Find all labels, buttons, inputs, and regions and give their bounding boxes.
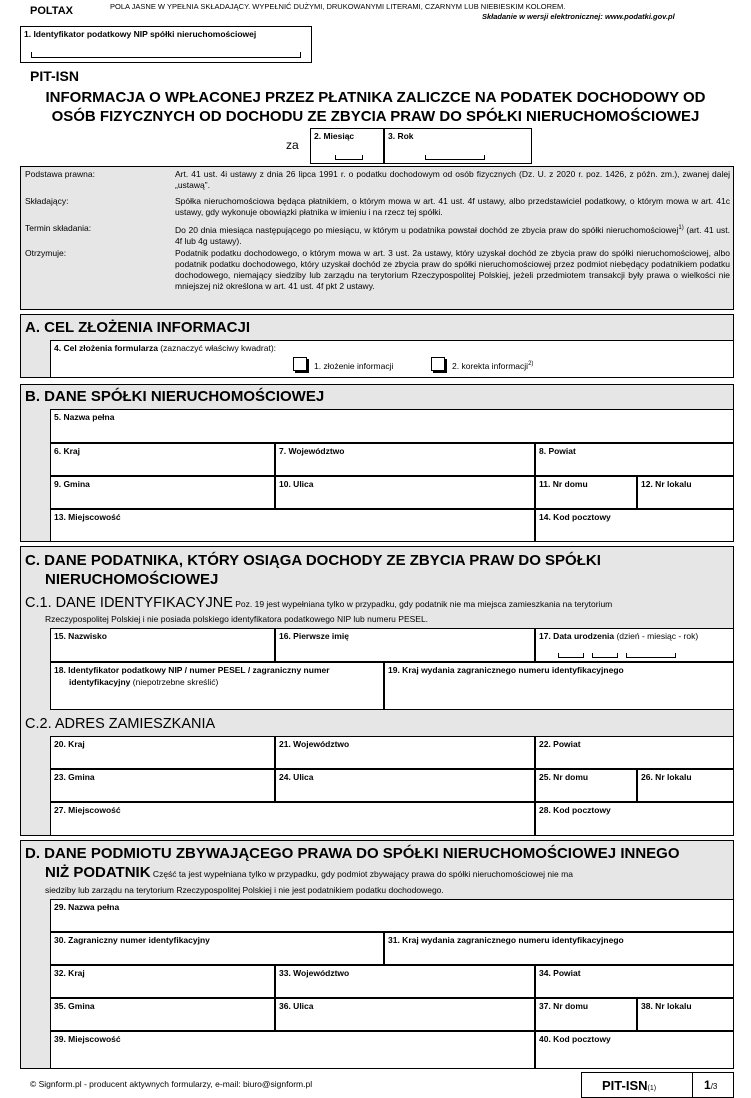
nip-comb	[31, 52, 301, 58]
purpose-field: 4. Cel złożenia formularza (zaznaczyć właściwy kwadrat):	[50, 340, 734, 378]
nip-field[interactable]	[20, 26, 312, 63]
footer-credit: © Signform.pl - producent aktywnych formularzy, e-mail: biuro@signform.pl	[30, 1079, 313, 1089]
taxpayer-street-field[interactable]: 24. Ulica	[275, 769, 535, 802]
company-postcode-field[interactable]: 14. Kod pocztowy	[535, 509, 734, 542]
section-c-title-line2: NIERUCHOMOŚCIOWEJ	[45, 571, 219, 588]
company-house-no-field[interactable]: 11. Nr domu	[535, 476, 637, 509]
year-field[interactable]: 3. Rok	[384, 128, 532, 164]
taxpayer-country-field[interactable]: 20. Kraj	[50, 736, 275, 769]
form-title-line2: OSÓB FIZYCZNYCH OD DOCHODU ZE ZBYCIA PRAW DO SPÓŁKI NIERUCHOMOŚCIOWEJ	[51, 108, 700, 125]
deadline: Do 20 dnia miesiąca następującego po miesiącu, w którym u podatnika powstał dochód ze zbycia praw do spółki nieruchomościowej$^{1)}$ (art. 41 ust. 4f lub 4g ustawy).	[175, 224, 730, 246]
seller-foreign-id-field[interactable]: 30. Zagraniczny numer identyfikacyjny	[50, 932, 384, 965]
taxpayer-flat-no-field[interactable]: 26. Nr lokalu	[637, 769, 734, 802]
form-title-line1: INFORMACJA O WPŁACONEJ PRZEZ PŁATNIKA ZALICZCE NA PODATEK DOCHODOWY OD	[45, 89, 706, 106]
section-d-title-line1: D. DANE PODMIOTU ZBYWAJĄCEGO PRAWA DO SPÓŁKI NIERUCHOMOŚCIOWEJ INNEGO	[25, 845, 680, 862]
company-city-field[interactable]: 13. Miejscowość	[50, 509, 535, 542]
seller-house-no-field[interactable]: 37. Nr domu	[535, 998, 637, 1031]
taxpayer-house-no-field[interactable]: 25. Nr domu	[535, 769, 637, 802]
section-d-title-line2: NIŻ PODATNIK Część ta jest wypełniana tylko w przypadku, gdy podmiot zbywający prawa do spółki nieruchomościowej nie ma	[45, 864, 573, 881]
taxpayer-postcode-field[interactable]: 28. Kod pocztowy	[535, 802, 734, 836]
taxpayer-first-name-field[interactable]: 16. Pierwsze imię	[275, 628, 535, 662]
seller-county-field[interactable]: 34. Powiat	[535, 965, 734, 998]
seller-municipality-field[interactable]: 35. Gmina	[50, 998, 275, 1031]
company-voivodeship-field[interactable]: 7. Województwo	[275, 443, 535, 476]
electronic-filing-note: Składanie w wersji elektronicznej: www.podatki.gov.pl	[482, 12, 675, 21]
filer: Spółka nieruchomościowa będąca płatnikiem, o którym mowa w art. 41 ust. 4f ustawy, albo przedstawiciel podatkowy, o którym mowa w art. 41c ustawy, gdy wykonuje obowiązki płatnika w imieniu i na rzecz tej spółki.	[175, 196, 730, 217]
section-c-title-line1: C. DANE PODATNIKA, KTÓRY OSIĄGA DOCHODY ZE ZBYCIA PRAW DO SPÓŁKI	[25, 552, 601, 569]
seller-city-field[interactable]: 39. Miejscowość	[50, 1031, 535, 1069]
month-field[interactable]: 2. Miesiąc	[310, 128, 384, 164]
company-municipality-field[interactable]: 9. Gmina	[50, 476, 275, 509]
company-name-field[interactable]: 5. Nazwa pełna	[50, 409, 734, 443]
seller-id-country-field[interactable]: 31. Kraj wydania zagranicznego numeru identyfikacyjnego	[384, 932, 734, 965]
recipient: Podatnik podatku dochodowego, o którym mowa w art. 3 ust. 2a ustawy, który uzyskał dochód ze zbycia praw do spółki nieruchomościowej, albo podatnik podatku dochodowego, który uzyskał dochód ze zbycia praw do spółki nieruchomościowej przez podmiot niebędący podatnikiem podatku dochodowego, niemający siedziby lub zarządu na terytorium Rzeczypospolitej Polskiej, jeżeli przedmiotem transakcji były prawa o wielkości nie mniejszej niż określona w art. 41 ust. 4f pkt 2 ustawy.	[175, 248, 730, 291]
brand-label: POLTAX	[30, 5, 73, 17]
taxpayer-county-field[interactable]: 22. Powiat	[535, 736, 734, 769]
section-b-title: B. DANE SPÓŁKI NIERUCHOMOŚCIOWEJ	[25, 388, 325, 405]
subsection-c2-title: C.2. ADRES ZAMIESZKANIA	[25, 716, 216, 732]
footer-version: (1)	[647, 1085, 657, 1092]
seller-country-field[interactable]: 32. Kraj	[50, 965, 275, 998]
page-number: 1/3	[704, 1078, 718, 1092]
section-d-note: siedziby lub zarządu na terytorium Rzeczypospolitej Polskiej i nie jest podatnikiem podatku dochodowego.	[45, 885, 444, 895]
footer-form-code: PIT-ISN	[602, 1078, 648, 1093]
company-flat-no-field[interactable]: 12. Nr lokalu	[637, 476, 734, 509]
taxpayer-voivodeship-field[interactable]: 21. Województwo	[275, 736, 535, 769]
company-country-field[interactable]: 6. Kraj	[50, 443, 275, 476]
form-code: PIT-ISN	[30, 68, 80, 84]
seller-postcode-field[interactable]: 40. Kod pocztowy	[535, 1031, 734, 1069]
seller-street-field[interactable]: 36. Ulica	[275, 998, 535, 1031]
seller-name-field[interactable]: 29. Nazwa pełna	[50, 899, 734, 932]
subsection-c1-title: C.1. DANE IDENTYFIKACYJNE Poz. 19 jest wypełniana tylko w przypadku, gdy podatnik nie ma miejsca zamieszkania na terytorium	[25, 595, 613, 611]
taxpayer-id-field[interactable]: 18. Identyfikator podatkowy NIP / numer PESEL / zagraniczny numer identyfikacyjny (niepotrzebne skreślić)	[50, 662, 384, 710]
taxpayer-municipality-field[interactable]: 23. Gmina	[50, 769, 275, 802]
za-label: za	[286, 138, 299, 152]
legal-basis: Art. 41 ust. 4i ustawy z dnia 26 lipca 1991 r. o podatku dochodowym od osób fizycznych (Dz. U. z 2020 r. poz. 1426, z późn. zm.), zwanej dalej „ustawą”.	[175, 169, 730, 190]
taxpayer-birth-date-field[interactable]: 17. Data urodzenia (dzień - miesiąc - rok)	[535, 628, 734, 662]
section-a-title: A. CEL ZŁOŻENIA INFORMACJI	[25, 319, 250, 336]
nip-field-label: 1. Identyfikator podatkowy NIP spółki nieruchomościowej	[24, 29, 257, 39]
seller-voivodeship-field[interactable]: 33. Województwo	[275, 965, 535, 998]
submission-checkbox[interactable]	[293, 357, 307, 371]
footer-code-box	[581, 1072, 734, 1098]
taxpayer-city-field[interactable]: 27. Miejscowość	[50, 802, 535, 836]
taxpayer-surname-field[interactable]: 15. Nazwisko	[50, 628, 275, 662]
instruction-text: POLA JASNE W YPEŁNIA SKŁADAJĄCY. WYPEŁNIĆ DUŻYMI, DRUKOWANYMI LITERAMI, CZARNYM LUB NIEBIESKIM KOLOREM.	[110, 2, 566, 11]
subsection-c1-note: Rzeczypospolitej Polskiej i nie posiada polskiego identyfikatora podatkowego NIP lub numeru PESEL.	[45, 614, 429, 624]
correction-checkbox[interactable]	[431, 357, 445, 371]
taxpayer-id-country-field[interactable]: 19. Kraj wydania zagranicznego numeru identyfikacyjnego	[384, 662, 734, 710]
company-street-field[interactable]: 10. Ulica	[275, 476, 535, 509]
seller-flat-no-field[interactable]: 38. Nr lokalu	[637, 998, 734, 1031]
company-county-field[interactable]: 8. Powiat	[535, 443, 734, 476]
